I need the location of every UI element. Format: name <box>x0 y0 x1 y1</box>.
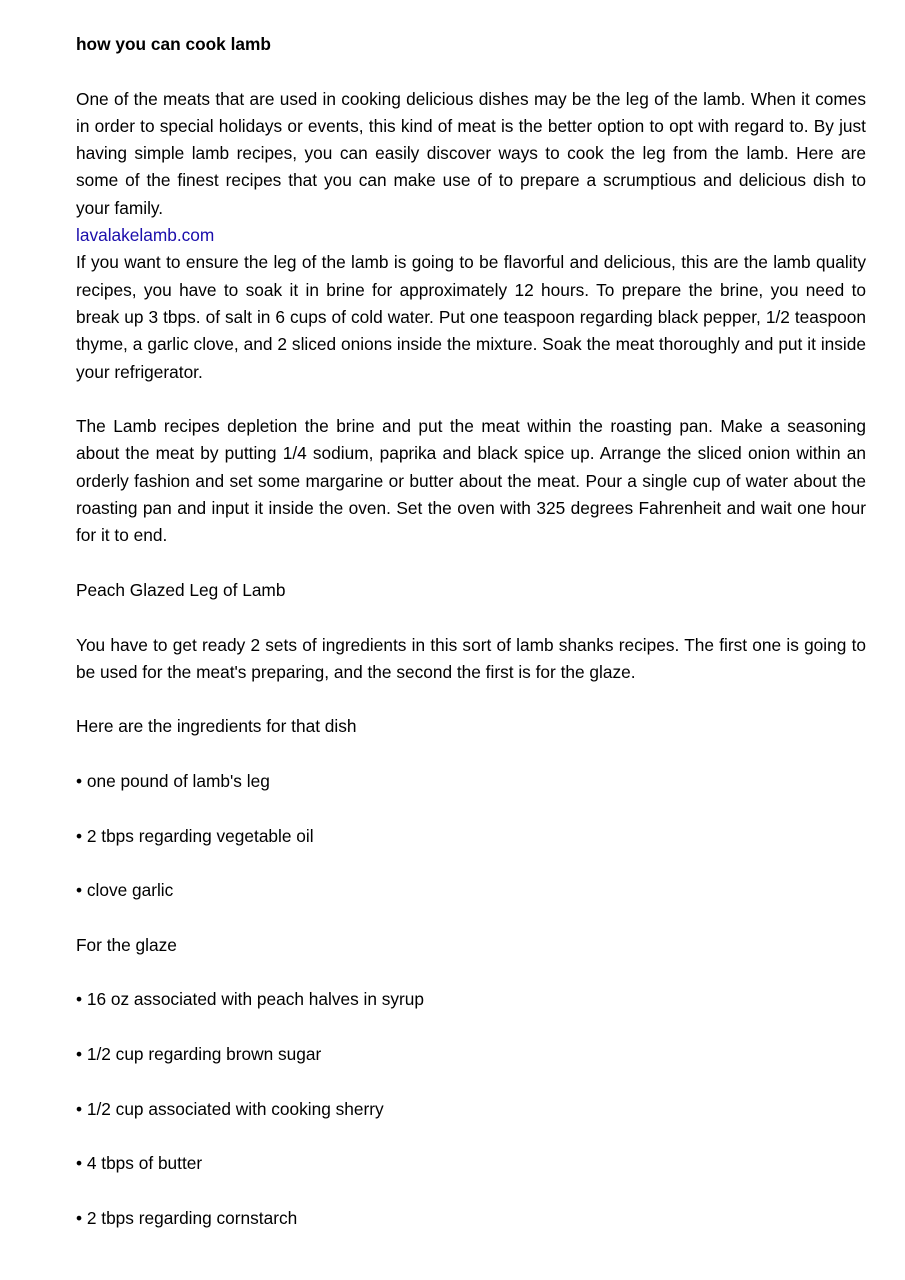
intro-paragraph: One of the meats that are used in cooking delicious dishes may be the leg of the lamb. When it comes in order to special holidays or events, this kind of meat is the better option to opt with regard to. By just having simple lamb recipes, you can easily discover ways to cook the leg from the lamb. Here are some of the finest recipes that you can make use of to prepare a scrumptious and delicious dish to your family. <box>76 88 866 218</box>
recipe-intro-paragraph: You have to get ready 2 sets of ingredients in this sort of lamb shanks recipes. The first one is going to be used for the meat's preparing, and the second the first is for the glaze. <box>76 634 866 682</box>
document-page <box>76 31 866 1232</box>
spacer <box>76 959 866 986</box>
glaze-heading: For the glaze <box>76 934 177 955</box>
spacer <box>76 550 866 577</box>
spacer <box>76 604 866 631</box>
source-link[interactable]: lavalakelamb.com <box>76 225 215 246</box>
spacer <box>76 1123 866 1150</box>
list-item: • 2 tbps regarding cornstarch <box>76 1207 298 1228</box>
spacer <box>76 1177 866 1204</box>
spacer <box>76 850 866 877</box>
list-item: • 2 tbps regarding vegetable oil <box>76 825 314 846</box>
recipe-heading: Peach Glazed Leg of Lamb <box>76 579 286 600</box>
list-item: • 1/2 cup regarding brown sugar <box>76 1043 322 1064</box>
roast-paragraph: The Lamb recipes depletion the brine and put the meat within the roasting pan. Make a seasoning about the meat by putting 1/4 sodium, paprika and black spice up. Arrange the sliced onion within an orderly fashion and set some margarine or butter about the meat. Pour a single cup of water about the roasting pan and input it inside the oven. Set the oven with 325 degrees Fahrenheit and wait one hour for it to end. <box>76 416 866 546</box>
list-item: • clove garlic <box>76 880 174 901</box>
document-title: how you can cook lamb <box>76 34 271 54</box>
list-item: • 16 oz associated with peach halves in syrup <box>76 989 425 1010</box>
list-item: • one pound of lamb's leg <box>76 771 270 792</box>
spacer <box>76 741 866 768</box>
spacer <box>76 795 866 822</box>
brine-paragraph: If you want to ensure the leg of the lamb is going to be flavorful and delicious, this are the lamb quality recipes, you have to soak it in brine for approximately 12 hours. To prepare the brine, you need to break up 3 tbps. of salt in 6 cups of cold water. Put one teaspoon regarding black pepper, 1/2 teaspoon thyme, a garlic clove, and 2 sliced onions inside the mixture. Soak the meat thoroughly and put it inside your refrigerator. <box>76 252 866 382</box>
spacer <box>76 1068 866 1095</box>
spacer <box>76 386 866 413</box>
list-item: • 4 tbps of butter <box>76 1153 203 1174</box>
ingredients-heading: Here are the ingredients for that dish <box>76 716 357 737</box>
spacer <box>76 905 866 932</box>
spacer <box>76 686 866 713</box>
list-item: • 1/2 cup associated with cooking sherry <box>76 1098 384 1119</box>
spacer <box>76 1014 866 1041</box>
